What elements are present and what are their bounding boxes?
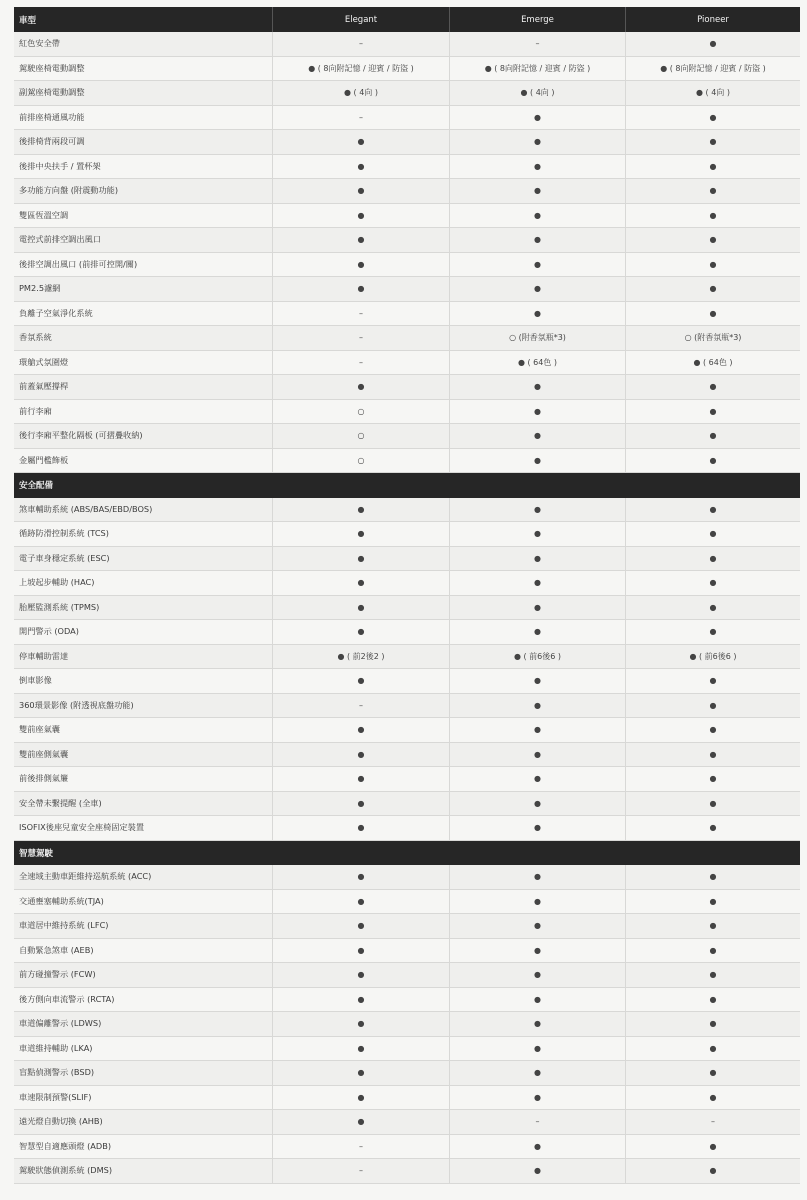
table-row (14, 81, 800, 106)
feature-value: ● (625, 400, 800, 424)
table-row (14, 179, 800, 204)
table-row (14, 718, 800, 743)
feature-label: 前排座椅通風功能 (19, 111, 85, 122)
feature-value: ● (625, 522, 800, 546)
feature-label: ISOFIX後座兒童安全座椅固定裝置 (19, 822, 145, 833)
feature-value: ● (449, 620, 625, 644)
feature-value: ● (449, 694, 625, 718)
feature-value: ● (625, 767, 800, 791)
feature-value: ● (272, 767, 449, 791)
table-row (14, 130, 800, 155)
feature-label: 全速域主動車距維持巡航系統 (ACC) (14, 865, 272, 889)
feature-value: ● ( 64色 ) (449, 351, 625, 375)
table-row (14, 253, 800, 278)
feature-label: 電子車身穩定系統 (ESC) (14, 547, 272, 571)
feature-value: ● (625, 204, 800, 228)
table-row (14, 326, 800, 351)
feature-value: ● (272, 253, 449, 277)
feature-label: 雙前座氣囊 (19, 724, 60, 735)
section-header: 安全配備 (14, 473, 800, 498)
section-rows (14, 32, 800, 473)
feature-value: ● (449, 816, 625, 840)
feature-value: ● (625, 375, 800, 399)
table-row (14, 816, 800, 841)
feature-value: – (272, 106, 449, 130)
feature-value: ● ( 前6後6 ) (449, 645, 625, 669)
section-rows (14, 498, 800, 841)
model-emerge: Emerge (449, 7, 625, 32)
feature-value: ● (272, 204, 449, 228)
feature-value: ● (272, 1086, 449, 1110)
feature-value: ● (449, 1012, 625, 1036)
feature-value: ● (625, 620, 800, 644)
table-row (14, 498, 800, 523)
feature-value: ● (272, 1037, 449, 1061)
feature-value: ● (449, 1135, 625, 1159)
table-row (14, 351, 800, 376)
feature-value: ● ( 8向附記憶 / 迎賓 / 防盜 ) (272, 57, 449, 81)
feature-label: PM2.5濾網 (14, 277, 272, 301)
feature-label: 開門警示 (ODA) (19, 626, 79, 637)
feature-value: ● (449, 106, 625, 130)
feature-value: ● (272, 743, 449, 767)
feature-value: ● (625, 547, 800, 571)
table-row (14, 449, 800, 474)
feature-label: 循跡防滑控制系統 (TCS) (19, 528, 109, 539)
table-row (14, 865, 800, 890)
table-row (14, 375, 800, 400)
feature-value: ● (449, 449, 625, 473)
feature-label: 負離子空氣淨化系統 (19, 307, 93, 318)
table-row (14, 277, 800, 302)
feature-value: ● (272, 277, 449, 301)
feature-value: ● (625, 890, 800, 914)
table-row (14, 743, 800, 768)
feature-value: ● (449, 204, 625, 228)
feature-value: ● (272, 939, 449, 963)
feature-value: ● (449, 302, 625, 326)
feature-value: ● (625, 792, 800, 816)
feature-label: 安全帶未繫提醒 (全車) (14, 792, 272, 816)
feature-label: 車速限制預警(SLIF) (19, 1091, 92, 1102)
feature-label: 360環景影像 (附透視底盤功能) (14, 694, 272, 718)
table-row (14, 228, 800, 253)
feature-value: ● (449, 890, 625, 914)
feature-value: ● (449, 963, 625, 987)
feature-value: ● (625, 865, 800, 889)
feature-value: ● (449, 865, 625, 889)
feature-label: 倒車影像 (19, 675, 52, 686)
feature-value: ● (449, 498, 625, 522)
feature-value: ● (272, 596, 449, 620)
table-row (14, 57, 800, 82)
feature-value: ○ (272, 424, 449, 448)
feature-value: ● (272, 1012, 449, 1036)
feature-value: – (272, 32, 449, 56)
feature-value: ● (449, 547, 625, 571)
feature-value: ● (625, 179, 800, 203)
feature-value: ○ (272, 449, 449, 473)
feature-label: 香氛系統 (14, 326, 272, 350)
feature-value: ● ( 4向 ) (625, 81, 800, 105)
feature-value: ● (272, 1061, 449, 1085)
feature-value: – (272, 302, 449, 326)
feature-value: – (625, 1110, 800, 1134)
feature-value: ● (272, 988, 449, 1012)
feature-value: ● (272, 792, 449, 816)
feature-value: ● (272, 179, 449, 203)
feature-value: ● (449, 596, 625, 620)
feature-value: ● (272, 571, 449, 595)
feature-value: ● (625, 498, 800, 522)
feature-value: – (272, 326, 449, 350)
feature-label: 後行李廂平整化隔板 (可摺疊收納) (14, 424, 272, 448)
feature-value: ● (625, 816, 800, 840)
feature-value: ● (449, 179, 625, 203)
table-row (14, 596, 800, 621)
table-row (14, 155, 800, 180)
table-row (14, 1012, 800, 1037)
feature-value: ● (272, 865, 449, 889)
feature-value: ● (449, 571, 625, 595)
feature-label: 電控式前排空調出風口 (14, 228, 272, 252)
feature-value: ● ( 8向附記憶 / 迎賓 / 防盜 ) (625, 57, 800, 81)
feature-value: ● ( 4向 ) (272, 81, 449, 105)
table-row (14, 669, 800, 694)
table-row (14, 890, 800, 915)
header-label: 車型 (14, 7, 272, 32)
feature-value: ● (625, 963, 800, 987)
feature-label: 駕駛狀態偵測系統 (DMS) (14, 1159, 272, 1183)
feature-label: 胎壓監測系統 (TPMS) (14, 596, 272, 620)
table-row (14, 694, 800, 719)
feature-value: ● (625, 1159, 800, 1183)
feature-value: ● (272, 228, 449, 252)
feature-value: ● (272, 522, 449, 546)
feature-value: ● (272, 620, 449, 644)
table-row (14, 1086, 800, 1111)
feature-value: ● (449, 669, 625, 693)
feature-value: – (449, 32, 625, 56)
feature-value: ● (625, 694, 800, 718)
feature-value: ● (449, 988, 625, 1012)
table-row (14, 400, 800, 425)
feature-value: ● (449, 1159, 625, 1183)
feature-value: ● (449, 155, 625, 179)
feature-value: ● ( 64色 ) (625, 351, 800, 375)
feature-value: ● (625, 1037, 800, 1061)
feature-label: 副駕座椅電動調整 (14, 81, 272, 105)
feature-value: ● (625, 914, 800, 938)
table-row (14, 1135, 800, 1160)
feature-label: 後方側向車流警示 (RCTA) (19, 993, 115, 1004)
feature-value: ● (625, 228, 800, 252)
feature-value: ● (449, 277, 625, 301)
feature-value: ● (625, 669, 800, 693)
feature-value: ● (449, 375, 625, 399)
feature-label: 前蓋氣壓撐桿 (14, 375, 272, 399)
feature-value: ● (625, 106, 800, 130)
feature-value: ● ( 前6後6 ) (625, 645, 800, 669)
table-row (14, 939, 800, 964)
feature-label: 前後排側氣簾 (19, 773, 69, 784)
feature-label: 雙前座側氣囊 (14, 743, 272, 767)
model-elegant: Elegant (272, 7, 449, 32)
table-row (14, 302, 800, 327)
feature-value: ● (272, 890, 449, 914)
feature-value: ● (449, 939, 625, 963)
feature-value: ● (625, 155, 800, 179)
section-header: 智慧駕駛 (14, 841, 800, 866)
feature-value: ● (625, 939, 800, 963)
feature-value: ● (625, 277, 800, 301)
feature-label: 智慧型自適應頭燈 (ADB) (19, 1140, 112, 1151)
feature-value: ● (449, 914, 625, 938)
feature-value: ● (272, 155, 449, 179)
feature-value: – (449, 1110, 625, 1134)
feature-label: 停車輔助雷達 (14, 645, 272, 669)
feature-value: ○ (附香氛瓶*3) (625, 326, 800, 350)
table-row (14, 1037, 800, 1062)
table-row (14, 792, 800, 817)
feature-value: ● (625, 449, 800, 473)
feature-value: ● (272, 963, 449, 987)
feature-label: 紅色安全帶 (14, 32, 272, 56)
feature-value: ● (272, 816, 449, 840)
feature-label: 雙區恆溫空調 (19, 209, 69, 220)
feature-value: ● (272, 547, 449, 571)
feature-label: 遠光燈自動切換 (AHB) (14, 1110, 272, 1134)
feature-value: ● (449, 228, 625, 252)
feature-label: 環艙式氛圍燈 (19, 356, 69, 367)
feature-value: ● (449, 792, 625, 816)
feature-value: ● (449, 1086, 625, 1110)
feature-label: 後排椅背兩段可調 (14, 130, 272, 154)
feature-label: 車道偏離警示 (LDWS) (14, 1012, 272, 1036)
feature-value: ● (449, 767, 625, 791)
feature-value: ● (625, 596, 800, 620)
feature-value: ● ( 前2後2 ) (272, 645, 449, 669)
feature-value: ● (449, 253, 625, 277)
feature-value: ○ (272, 400, 449, 424)
feature-value: ● (449, 1037, 625, 1061)
feature-value: ● (272, 498, 449, 522)
feature-label: 交通壅塞輔助系統(TJA) (19, 895, 104, 906)
table-row (14, 1159, 800, 1184)
feature-label: 車道居中維持系統 (LFC) (14, 914, 272, 938)
feature-value: ● (449, 400, 625, 424)
table-row (14, 645, 800, 670)
feature-value: ● (625, 1012, 800, 1036)
feature-value: ● (625, 571, 800, 595)
table-row (14, 767, 800, 792)
feature-value: ● ( 4向 ) (449, 81, 625, 105)
table-body (14, 32, 800, 1184)
feature-label: 自動緊急煞車 (AEB) (19, 944, 94, 955)
feature-value: ● (449, 743, 625, 767)
feature-label: 後排中央扶手 / 置杯架 (19, 160, 101, 171)
feature-label: 上坡起步輔助 (HAC) (19, 577, 95, 588)
feature-value: ● (625, 424, 800, 448)
table-row (14, 106, 800, 131)
feature-value: ● (625, 130, 800, 154)
feature-value: ● (449, 522, 625, 546)
section-rows (14, 865, 800, 1184)
feature-value: – (272, 694, 449, 718)
feature-value: ● (625, 1061, 800, 1085)
feature-label: 駕駛座椅電動調整 (19, 62, 85, 73)
feature-value: ● (625, 302, 800, 326)
feature-value: ● (625, 253, 800, 277)
spec-table (14, 7, 800, 1184)
table-row (14, 571, 800, 596)
table-row (14, 1061, 800, 1086)
feature-value: ● (272, 914, 449, 938)
model-pioneer: Pioneer (625, 7, 800, 32)
table-row (14, 1110, 800, 1135)
table-row (14, 963, 800, 988)
feature-value: ● (625, 32, 800, 56)
feature-value: ● ( 8向附記憶 / 迎賓 / 防盜 ) (449, 57, 625, 81)
feature-value: – (272, 351, 449, 375)
feature-label: 前方碰撞警示 (FCW) (14, 963, 272, 987)
table-row (14, 914, 800, 939)
table-header (14, 7, 800, 32)
feature-label: 前行李廂 (19, 405, 52, 416)
table-row (14, 620, 800, 645)
feature-value: ● (272, 375, 449, 399)
table-row (14, 424, 800, 449)
table-row (14, 32, 800, 57)
feature-label: 金屬門檻飾板 (19, 454, 69, 465)
table-row (14, 522, 800, 547)
feature-label: 盲點偵測警示 (BSD) (14, 1061, 272, 1085)
feature-value: ● (625, 718, 800, 742)
feature-value: ○ (附香氛瓶*3) (449, 326, 625, 350)
feature-label: 煞車輔助系統 (ABS/BAS/EBD/BOS) (14, 498, 272, 522)
feature-value: ● (625, 988, 800, 1012)
feature-value: ● (272, 1110, 449, 1134)
table-row (14, 988, 800, 1013)
table-row (14, 547, 800, 572)
feature-value: ● (272, 718, 449, 742)
feature-value: ● (449, 718, 625, 742)
table-row (14, 204, 800, 229)
feature-label: 多功能方向盤 (附震動功能) (14, 179, 272, 203)
feature-value: ● (625, 1135, 800, 1159)
feature-label: 車道維持輔助 (LKA) (19, 1042, 93, 1053)
feature-value: ● (625, 743, 800, 767)
feature-value: ● (272, 669, 449, 693)
feature-label: 後排空調出風口 (前排可控開/關) (19, 258, 138, 269)
feature-value: ● (449, 1061, 625, 1085)
feature-value: ● (272, 130, 449, 154)
feature-value: – (272, 1135, 449, 1159)
feature-value: ● (449, 424, 625, 448)
feature-value: ● (449, 130, 625, 154)
feature-value: – (272, 1159, 449, 1183)
feature-value: ● (625, 1086, 800, 1110)
